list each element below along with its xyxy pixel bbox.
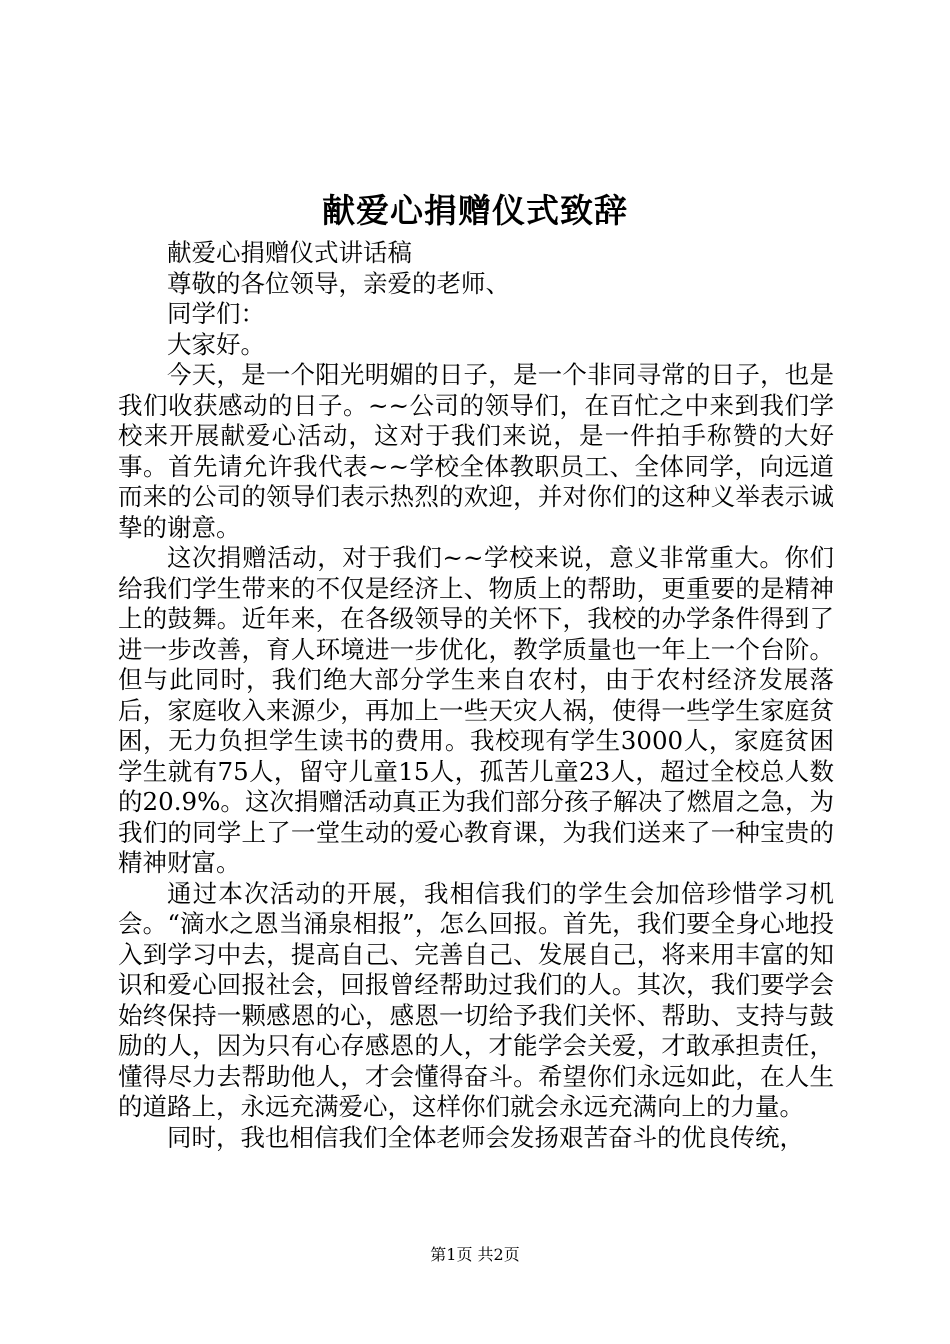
paragraph-welcome: 今天，是一个阳光明媚的日子，是一个非同寻常的日子，也是我们收获感动的日子。~~公司的领导们，在百忙之中来到我们学校来开展献爱心活动，这对于我们来说，是一件拍手称赞的大好事。首先请允许我代表~~学校全体教职员工、全体同学，向远道而来的公司的领导们表示热烈的欢迎，并对你们的这种义举表示诚挚的谢意。 <box>118 360 834 542</box>
document-title: 献爱心捐赠仪式致辞 <box>322 191 628 230</box>
paragraph-salutation: 尊敬的各位领导，亲爱的老师、 <box>167 268 510 298</box>
paragraph-salutation-cont: 同学们： <box>167 299 265 328</box>
paragraph-teachers: 同时，我也相信我们全体老师会发扬艰苦奋斗的优良传统， <box>167 1122 804 1152</box>
document-body <box>118 238 834 1153</box>
page-number-footer: 第1页 共2页 <box>430 1245 520 1264</box>
paragraph-significance: 这次捐赠活动，对于我们~~学校来说，意义非常重大。你们给我们学生带来的不仅是经济上、物质上的帮助，更重要的是精神上的鼓舞。近年来，在各级领导的关怀下，我校的办学条件得到了进一步改善，育人环境进一步优化，教学质量也一年上一个台阶。但与此同时，我们绝大部分学生来自农村，由于农村经济发展落后，家庭收入来源少，再加上一些天灾人祸，使得一些学生家庭贫困，无力负担学生读书的费用。我校现有学生3000人，家庭贫困学生就有75人，留守儿童15人，孤苦儿童23人，超过全校总人数的20.9%。这次捐赠活动真正为我们部分孩子解决了燃眉之急，为我们的同学上了一堂生动的爱心教育课，为我们送来了一种宝贵的精神财富。 <box>118 543 834 877</box>
paragraph-greeting: 大家好。 <box>167 329 265 359</box>
paragraph-speech-heading: 献爱心捐赠仪式讲话稿 <box>167 238 412 267</box>
paragraph-gratitude: 通过本次活动的开展，我相信我们的学生会加倍珍惜学习机会。“滴水之恩当涌泉相报”，怎么回报。首先，我们要全身心地投入到学习中去，提高自己、完善自己、发展自己，将来用丰富的知识和爱心回报社会，回报曾经帮助过我们的人。其次，我们要学会始终保持一颗感恩的心，感恩一切给予我们关怀、帮助、支持与鼓励的人，因为只有心存感恩的人，才能学会关爱，才敢承担责任，懂得尽力去帮助他人，才会懂得奋斗。希望你们永远如此，在人生的道路上，永远充满爱心，这样你们就会永远充满向上的力量。 <box>118 878 834 1121</box>
